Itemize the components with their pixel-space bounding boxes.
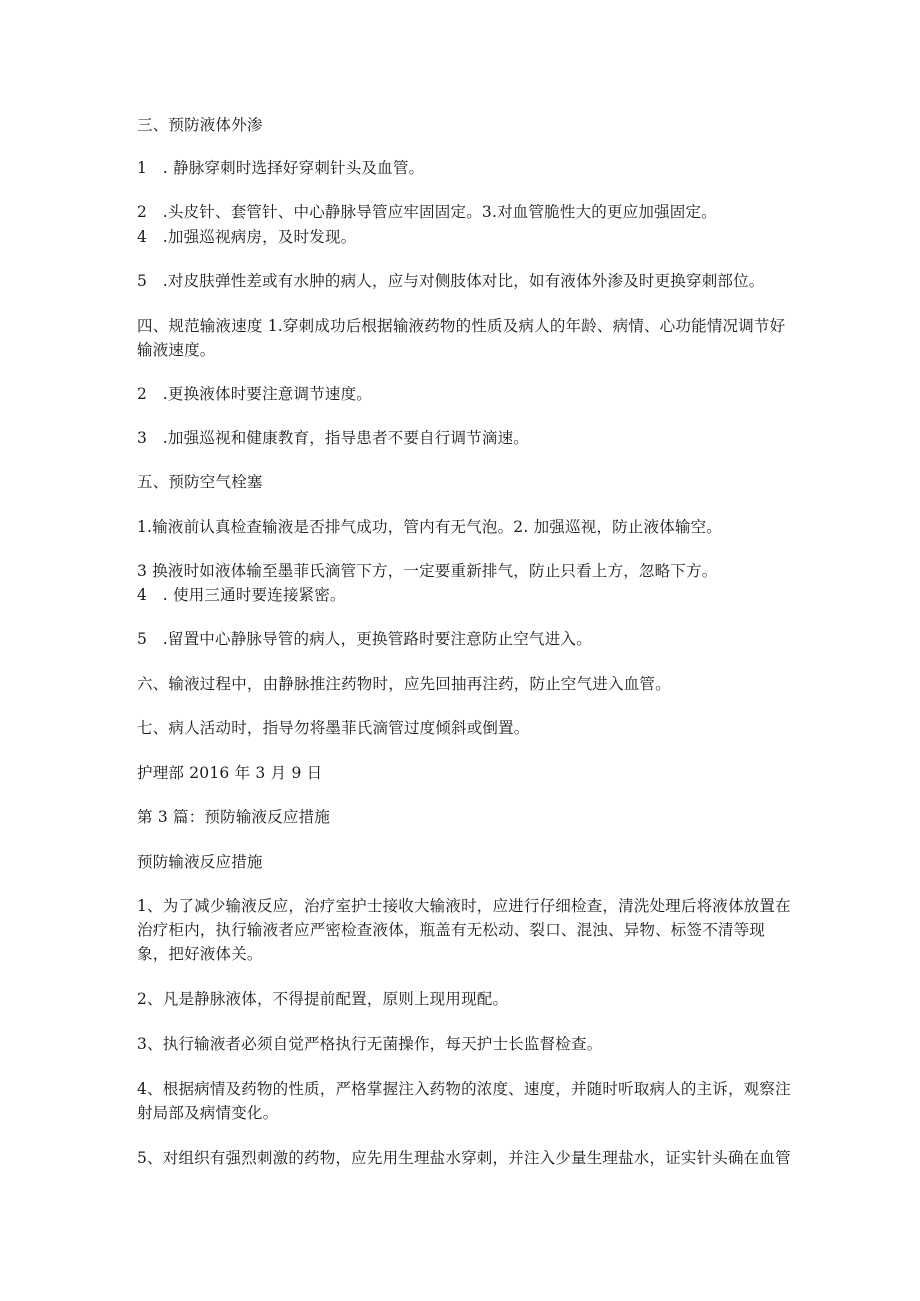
paragraph-line: 治疗柜内，执行输液者应严密检查液体，瓶盖有无松动、裂口、混浊、异物、标签不清等现 — [137, 921, 766, 939]
paragraph-line: 5、对组织有强烈刺激的药物，应先用生理盐水穿刺，并注入少量生理盐水，证实针头确在血管 — [137, 1149, 791, 1167]
paragraph-line: 4、根据病情及药物的性质，严格掌握注入药物的浓度、速度，并随时听取病人的主诉，观察注 — [137, 1080, 791, 1098]
section-heading-prevent-extravasation: 三、预防液体外渗 — [137, 116, 263, 134]
paragraph-line: 4 . 使用三通时要连接紧密。 — [137, 586, 346, 604]
paragraph-line: 5 .对皮肤弹性差或有水肿的病人，应与对侧肢体对比，如有液体外渗及时更换穿刺部位。 — [137, 272, 765, 290]
section-heading-infusion-speed: 四、规范输液速度 1.穿刺成功后根据输液药物的性质及病人的年龄、病情、心功能情况调节好 — [137, 317, 786, 335]
paragraph-line: 1.输液前认真检查输液是否排气成功，管内有无气泡。2. 加强巡视，防止液体输空。 — [137, 518, 723, 536]
paragraph-line: 3 换液时如液体输至墨菲氏滴管下方，一定要重新排气，防止只看上方，忽略下方。 — [137, 562, 718, 580]
section-heading-seven: 七、病人活动时，指导勿将墨菲氏滴管过度倾斜或倒置。 — [137, 719, 530, 737]
paragraph-line: 3 .加强巡视和健康教育，指导患者不要自行调节滴速。 — [137, 429, 529, 447]
paragraph-line: 3、执行输液者必须自觉严格执行无菌操作，每天护士长监督检查。 — [137, 1035, 603, 1053]
paragraph-line: 5 .留置中心静脉导管的病人，更换管路时要注意防止空气进入。 — [137, 630, 592, 648]
paragraph-line: 2 .更换液体时要注意调节速度。 — [137, 385, 372, 403]
paragraph-line: 输液速度。 — [137, 341, 216, 359]
paragraph-line: 4 .加强巡视病房，及时发现。 — [137, 228, 357, 246]
paragraph-line: 2 .头皮针、套管针、中心静脉导管应牢固固定。3.对血管脆性大的更应加强固定。 — [137, 203, 717, 221]
paragraph-line: 1 . 静脉穿刺时选择好穿刺针头及血管。 — [137, 159, 425, 177]
paragraph-line: 射局部及病情变化。 — [137, 1104, 279, 1122]
paragraph-line: 2、凡是静脉液体，不得提前配置，原则上现用现配。 — [137, 990, 509, 1008]
section-heading-air-embolism: 五、预防空气栓塞 — [137, 473, 263, 491]
chapter-subtitle: 预防输液反应措施 — [137, 853, 263, 871]
paragraph-line: 1、为了减少输液反应，治疗室护士接收大输液时，应进行仔细检查，清洗处理后将液体放置在 — [137, 897, 791, 915]
signature-date: 护理部 2016 年 3 月 9 日 — [137, 764, 323, 782]
chapter-title: 第 3 篇：预防输液反应措施 — [137, 808, 331, 826]
paragraph-line: 象，把好液体关。 — [137, 945, 263, 963]
section-heading-six: 六、输液过程中，由静脉推注药物时，应先回抽再注药，防止空气进入血管。 — [137, 675, 671, 693]
